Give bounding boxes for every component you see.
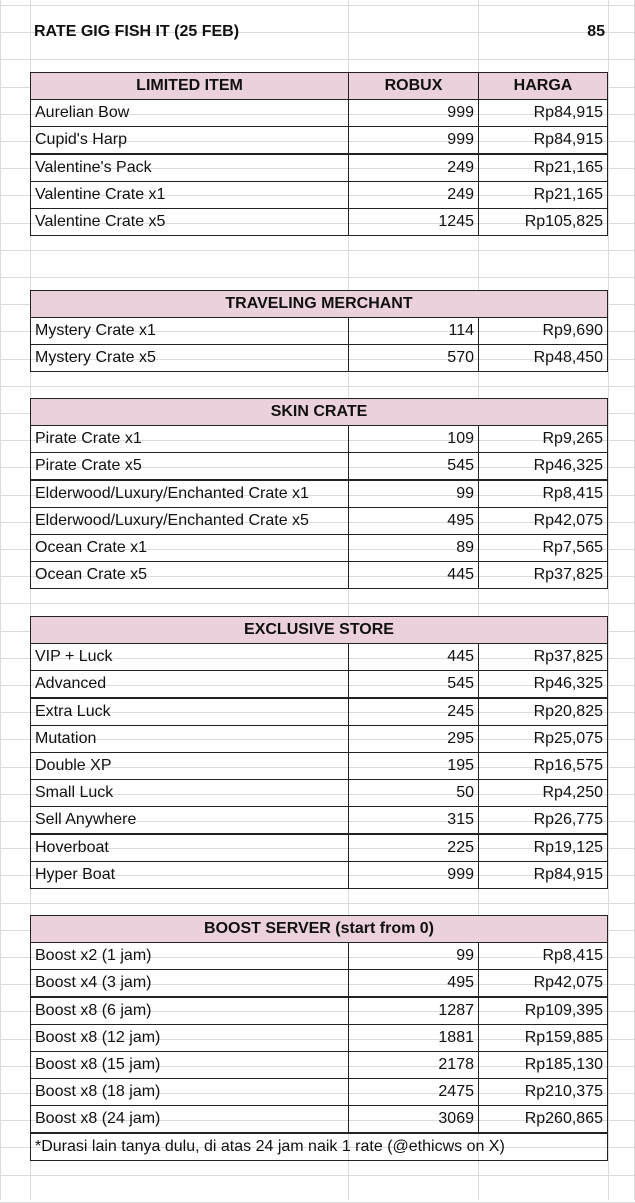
header-item[interactable]: LIMITED ITEM [30,72,349,100]
section-title[interactable]: BOOST SERVER (start from 0) [30,915,608,943]
item-name-cell[interactable]: Advanced [30,670,349,698]
robux-cell[interactable]: 89 [348,534,479,562]
item-name-cell[interactable]: Boost x4 (3 jam) [30,969,349,997]
item-name-cell[interactable]: Aurelian Bow [30,99,349,127]
section-title[interactable]: EXCLUSIVE STORE [30,616,608,644]
item-name-cell[interactable]: Double XP [30,752,349,780]
harga-cell[interactable]: Rp8,415 [478,942,608,970]
robux-cell[interactable]: 445 [348,643,479,671]
header-harga[interactable]: HARGA [478,72,608,100]
item-name-cell[interactable]: Sell Anywhere [30,806,349,834]
robux-cell[interactable]: 249 [348,154,479,182]
harga-cell[interactable]: Rp109,395 [478,997,608,1025]
harga-cell[interactable]: Rp84,915 [478,861,608,889]
robux-cell[interactable]: 50 [348,779,479,807]
robux-cell[interactable]: 999 [348,99,479,127]
gridline-horizontal [0,5,635,6]
harga-cell[interactable]: Rp48,450 [478,344,608,372]
robux-cell[interactable]: 1287 [348,997,479,1025]
item-name-cell[interactable]: Valentine Crate x5 [30,208,349,236]
robux-cell[interactable]: 445 [348,561,479,589]
harga-cell[interactable]: Rp16,575 [478,752,608,780]
item-name-cell[interactable]: Valentine Crate x1 [30,181,349,209]
robux-cell[interactable]: 114 [348,317,479,345]
gridline-horizontal [0,1175,635,1176]
item-name-cell[interactable]: Boost x8 (18 jam) [30,1078,349,1106]
robux-cell[interactable]: 2475 [348,1078,479,1106]
harga-cell[interactable]: Rp42,075 [478,969,608,997]
robux-cell[interactable]: 1245 [348,208,479,236]
item-name-cell[interactable]: Ocean Crate x5 [30,561,349,589]
harga-cell[interactable]: Rp21,165 [478,154,608,182]
harga-cell[interactable]: Rp20,825 [478,698,608,726]
harga-cell[interactable]: Rp21,165 [478,181,608,209]
section-title[interactable]: SKIN CRATE [30,398,608,426]
sheet-title[interactable]: RATE GIG FISH IT (25 FEB) [34,23,240,40]
harga-cell[interactable]: Rp25,075 [478,725,608,753]
item-name-cell[interactable]: Boost x2 (1 jam) [30,942,349,970]
gridline-horizontal [0,603,635,604]
item-name-cell[interactable]: Mutation [30,725,349,753]
gridline-horizontal [0,277,635,278]
item-name-cell[interactable]: Valentine's Pack [30,154,349,182]
item-name-cell[interactable]: Pirate Crate x1 [30,425,349,453]
section-title[interactable]: TRAVELING MERCHANT [30,290,608,318]
harga-cell[interactable]: Rp19,125 [478,834,608,862]
gridline-vertical [608,0,609,1200]
robux-cell[interactable]: 999 [348,126,479,154]
item-name-cell[interactable]: Mystery Crate x5 [30,344,349,372]
robux-cell[interactable]: 545 [348,670,479,698]
harga-cell[interactable]: Rp42,075 [478,507,608,535]
harga-cell[interactable]: Rp260,865 [478,1105,608,1133]
harga-cell[interactable]: Rp84,915 [478,126,608,154]
robux-cell[interactable]: 99 [348,942,479,970]
robux-cell[interactable]: 1881 [348,1024,479,1052]
item-name-cell[interactable]: Small Luck [30,779,349,807]
harga-cell[interactable]: Rp4,250 [478,779,608,807]
robux-cell[interactable]: 99 [348,480,479,508]
harga-cell[interactable]: Rp46,325 [478,670,608,698]
rate-value[interactable]: 85 [587,23,605,40]
item-name-cell[interactable]: Boost x8 (12 jam) [30,1024,349,1052]
harga-cell[interactable]: Rp46,325 [478,452,608,480]
item-name-cell[interactable]: Mystery Crate x1 [30,317,349,345]
harga-cell[interactable]: Rp84,915 [478,99,608,127]
robux-cell[interactable]: 2178 [348,1051,479,1079]
harga-cell[interactable]: Rp9,265 [478,425,608,453]
robux-cell[interactable]: 315 [348,806,479,834]
item-name-cell[interactable]: Elderwood/Luxury/Enchanted Crate x1 [30,480,349,508]
item-name-cell[interactable]: Ocean Crate x1 [30,534,349,562]
harga-cell[interactable]: Rp105,825 [478,208,608,236]
robux-cell[interactable]: 3069 [348,1105,479,1133]
item-name-cell[interactable]: Pirate Crate x5 [30,452,349,480]
harga-cell[interactable]: Rp37,825 [478,561,608,589]
item-name-cell[interactable]: Extra Luck [30,698,349,726]
harga-cell[interactable]: Rp159,885 [478,1024,608,1052]
harga-cell[interactable]: Rp210,375 [478,1078,608,1106]
item-name-cell[interactable]: VIP + Luck [30,643,349,671]
robux-cell[interactable]: 495 [348,507,479,535]
gridline-vertical [0,0,1,1200]
item-name-cell[interactable]: Boost x8 (15 jam) [30,1051,349,1079]
item-name-cell[interactable]: Boost x8 (24 jam) [30,1105,349,1133]
robux-cell[interactable]: 225 [348,834,479,862]
robux-cell[interactable]: 545 [348,452,479,480]
footnote-cell[interactable]: *Durasi lain tanya dulu, di atas 24 jam naik 1 rate (@ethicws on X) [30,1133,608,1161]
robux-cell[interactable]: 570 [348,344,479,372]
robux-cell[interactable]: 999 [348,861,479,889]
item-name-cell[interactable]: Cupid's Harp [30,126,349,154]
gridline-horizontal [0,59,635,60]
robux-cell[interactable]: 295 [348,725,479,753]
harga-cell[interactable]: Rp37,825 [478,643,608,671]
harga-cell[interactable]: Rp26,775 [478,806,608,834]
gridline-horizontal [0,250,635,251]
item-name-cell[interactable]: Hyper Boat [30,861,349,889]
robux-cell[interactable]: 195 [348,752,479,780]
robux-cell[interactable]: 495 [348,969,479,997]
robux-cell[interactable]: 109 [348,425,479,453]
harga-cell[interactable]: Rp7,565 [478,534,608,562]
item-name-cell[interactable]: Elderwood/Luxury/Enchanted Crate x5 [30,507,349,535]
gridline-horizontal [0,386,635,387]
item-name-cell[interactable]: Boost x8 (6 jam) [30,997,349,1025]
header-robux[interactable]: ROBUX [348,72,479,100]
harga-cell[interactable]: Rp185,130 [478,1051,608,1079]
robux-cell[interactable]: 245 [348,698,479,726]
item-name-cell[interactable]: Hoverboat [30,834,349,862]
gridline-horizontal [0,903,635,904]
harga-cell[interactable]: Rp8,415 [478,480,608,508]
robux-cell[interactable]: 249 [348,181,479,209]
harga-cell[interactable]: Rp9,690 [478,317,608,345]
